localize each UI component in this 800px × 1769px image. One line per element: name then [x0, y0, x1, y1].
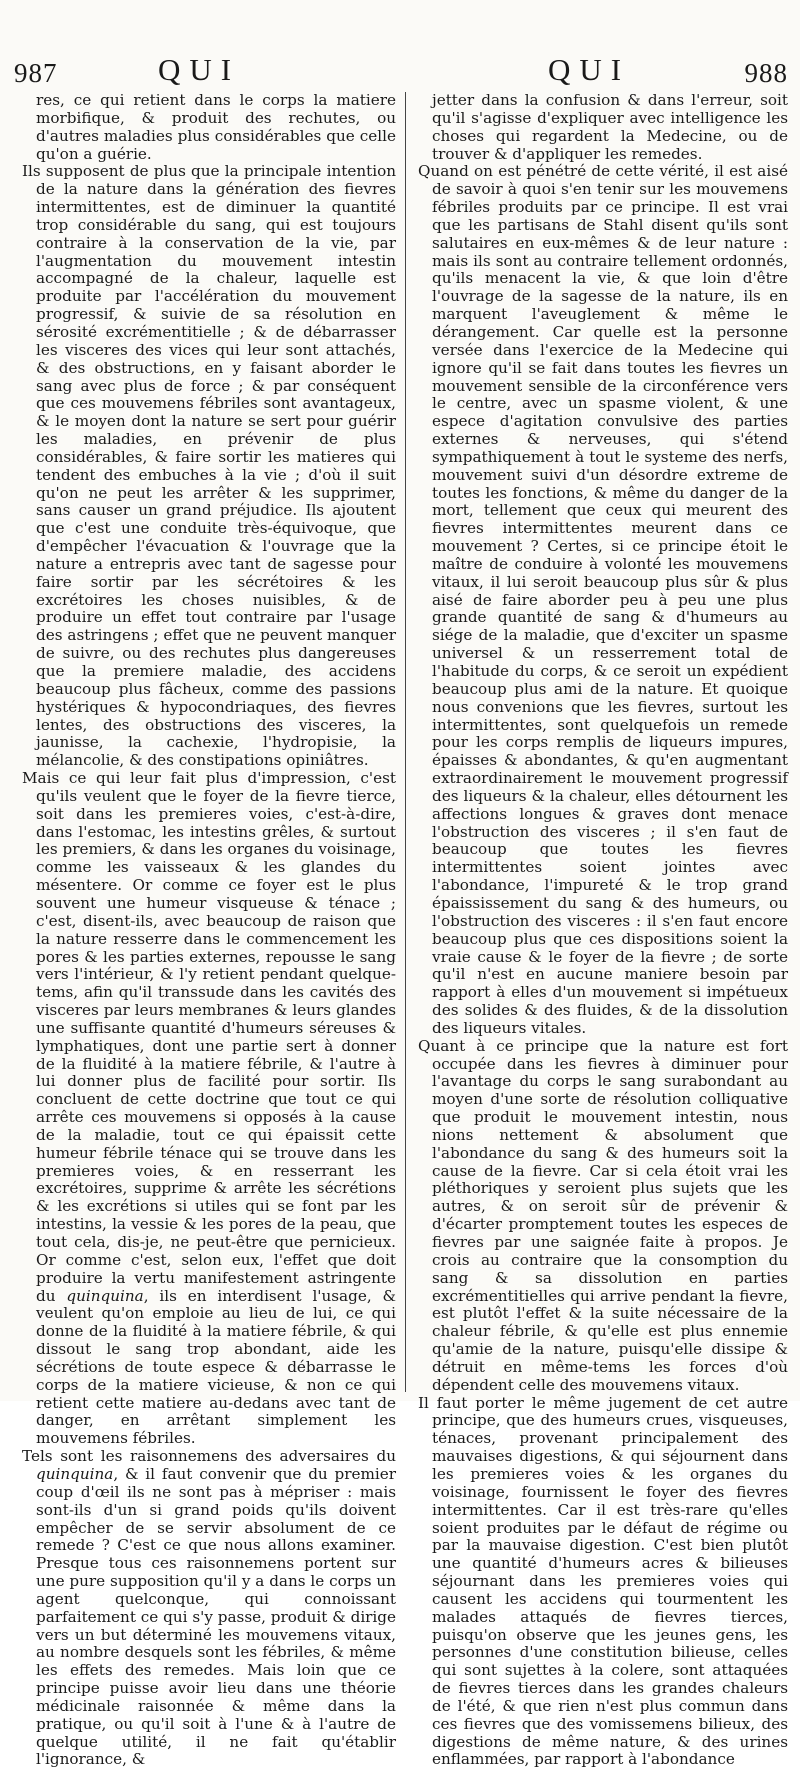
right-running-title: QUI — [548, 52, 631, 87]
right-paragraph-3: Quant à ce principe que la nature est fort occupée dans les fievres à diminuer pour l'avantage du corps le sang surabondant au moyen d'une sorte de résolution colliquative que produit le mouvement intestin, nous nions nettement & absolument que l'abondance du sang & des humeurs soit la cause de la fievre. Car si cela étoit vrai les pléthoriques y seroient plus sujets que les autres, & on seroit sûr de prévenir & d'écarter promptement toutes les especes de fievres par une saignée faite à propos. Je crois au contraire que la consomption du sang & sa dissolution en parties excrémentitielles qui arrive pendant la fievre, est plutôt l'effet & la suite nécessaire de la chaleur fébrile, & qu'elle est plus ennemie qu'amie de la nature, puisqu'elle dissipe & détruit en même-tems les forces d'où dépendent celle des mouvemens vitaux. — [418, 1036, 788, 1394]
right-paragraph-2: Quand on est pénétré de cette vérité, il est aisé de savoir à quoi s'en tenir sur les mouvemens fébriles produits par ce principe. Il est vrai que les partisans de Stahl disent qu'ils sont salutaires en eux-mêmes & de leur nature : mais ils sont au contraire tellement ordonnés, qu'ils menacent la vie, & que loin d'être l'ouvrage de la sagesse de la nature, ils en marquent l'aveuglement & même le dérangement. Car quelle est la personne versée dans l'exercice de la Medecine qui ignore qu'il se fait dans toutes les fievres un mouvement sensible de la circonférence vers le centre, avec un spasme violent, & une espece d'agitation convulsive des parties externes & nerveuses, qui s'étend sympathiquement à tout le systeme des nerfs, mouvement suivi d'un désordre extreme de toutes les fonctions, & même du danger de la mort, tellement que ceux qui meurent des fievres intermittentes meurent dans ce mouvement ? Certes, si ce principe étoit le maître de conduire à volonté les mouvemens vitaux, il lui seroit beaucoup plus sûr & plus aisé de faire aborder peu à peu une plus grande quantité de sang & d'humeurs au siége de la maladie, que d'exciter un spasme universel & un resserrement total de l'habitude du corps, & ce seroit un expédient beaucoup plus ami de la nature. Et quoique nous convenions que les fievres, surtout les intermittentes, sont quelquefois un remede pour les corps remplis de liqueurs impures, épaisses & abondantes, & qu'en augmentant extraordinairement le mouvement progressif des liqueurs & la chaleur, elles détournent les affections longues & graves dont menace l'obstruction des visceres ; il s'en faut de beaucoup que toutes les fievres intermittentes soient jointes avec l'abondance, l'impureté & le trop grand épaississement du sang & des humeurs, ou l'obstruction des visceres : il s'en faut encore beaucoup plus que ces dispositions soient la vraie cause & le foyer de la fievre ; de sorte qu'il n'est en aucune maniere besoin par rapport à elles d'un mouvement si impétueux des solides & des fluides, & de la dissolution des liqueurs vitales. — [418, 162, 788, 1037]
column-divider — [405, 92, 406, 1392]
left-column — [22, 91, 397, 1769]
left-paragraph-3 — [22, 770, 396, 1448]
left-paragraph-2: Ils supposent de plus que la principale intention de la nature dans la génération des fievres intermittentes, est de diminuer la quantité trop considérable du sang, qui est toujours contraire à la conservation de la vie, par l'augmentation du mouvement intestin accompagné de la chaleur, laquelle est produite par l'accélération du mouvement progressif, & suivie de sa résolution en sérosité excrémentitielle ; & de débarrasser les visceres des vices qui leur sont attachés, & des obstructions, en y faisant aborder le sang avec plus de force ; & par conséquent que ces mouvemens fébriles sont avantageux, & le moyen dont la nature se sert pour guérir les maladies, en prévenir de plus considérables, & faire sortir les matieres qui tendent des embuches à la vie ; d'où il suit qu'on ne peut les arrêter & les supprimer, sans causer un grand préjudice. Ils ajoutent que c'est une conduite très-équivoque, que d'empêcher l'évacuation & l'ouvrage que la nature a entrepris avec tant de sagesse pour faire sortir par les sécrétoires & les excrétoires les choses nuisibles, & de produire un effet tout contraire par l'usage des astringens ; effet que ne peuvent manquer de suivre, ou des rechutes plus dangereuses que la premiere maladie, des accidens beaucoup plus fâcheux, comme des passions hystériques & hypocondriaques, des fievres lentes, des obstructions des visceres, la jaunisse, la cachexie, l'hydropisie, la mélancolie, & des constipations opiniâtres. — [22, 162, 396, 770]
right-paragraph-4: Il faut porter le même jugement de cet autre principe, que des humeurs crues, visqueuses, ténaces, provenant principalement des mauvaises digestions, & qui séjournent dans les premieres voies & les organes du voisinage, fournissent le foyer des fievres intermittentes. Car il est très-rare qu'elles soient produites par le défaut de régime ou par la mauvaise digestion. C'est bien plutôt une quantité d'humeurs acres & bilieuses séjournant dans les premieres voies qui causent les accidens qui tourmentent les malades attaqués de fievres tierces, puisqu'on observe que les jeunes gens, les personnes d'une constitution bilieuse, celles qui sont sujettes à la colere, sont attaquées de fievres tierces dans les grandes chaleurs de l'été, & que rien n'est plus commun dans ces fievres que des vomissemens bilieux, des digestions de même nature, & des urines enflammées, par rapport à l'abondance — [418, 1393, 788, 1769]
left-paragraph-3-end: , ils en interdisent l'usage, & veulent qu'on emploie au lieu de lui, ce qui donne de la fluidité à la matiere fébrile, & qui dissout le sang trop abondant, aide les sécrétions de toute espece & débarrasse le corps de la matiere vicieuse, & non ce qui retient cette matiere au-dedans avec tant de danger, en arrêtant simplement les mouvemens fébriles. — [36, 1286, 397, 1448]
left-running-title: QUI — [158, 52, 241, 87]
right-page-number: 988 — [744, 58, 788, 88]
left-page-number: 987 — [14, 58, 58, 88]
left-paragraph-1: res, ce qui retient dans le corps la matiere morbifique, & produit des rechutes, ou d'autres maladies plus considérables que celle qu'on a guérie. — [36, 91, 396, 163]
left-paragraph-3-italic: quinquina — [66, 1286, 144, 1305]
left-paragraph-4 — [22, 1448, 396, 1769]
right-column — [418, 91, 788, 1769]
left-paragraph-4-text: Tels sont les raisonnemens des adversaires du — [22, 1447, 396, 1466]
left-paragraph-4-end: , & il faut convenir que du premier coup d'œil ils ne sont pas à mépriser : mais sont-ils d'un si grand poids qu'ils doivent empêcher de se servir absolument de ce remede ? C'est ce que nous allons examiner. Presque tous ces raisonnemens portent sur une pure supposition qu'il y a dans le corps un agent quelconque, qui connoissant parfaitement ce qui s'y passe, produit & dirige vers un but déterminé les mouvemens vitaux, au nombre desquels sont les fébriles, & même les effets des remedes. Mais loin que ce principe puisse avoir lieu dans une théorie médicinale raisonnée & même dans la pratique, ou qu'il soit à l'une & à l'autre de quelque utilité, il ne fait qu'établir l'ignorance, & — [36, 1464, 396, 1769]
left-paragraph-3-text: Mais ce qui leur fait plus d'impression, c'est qu'ils veulent que le foyer de la fievre tierce, soit dans les premieres voies, c'est-à-dire, dans l'estomac, les intestins grêles, & surtout les premiers, & dans les organes du voisinage, comme les vaisseaux & les glandes du mésentere. Or comme ce foyer est le plus souvent une humeur visqueuse & ténace ; c'est, disent-ils, avec beaucoup de raison que la nature resserre dans le commencement les pores & les parties externes, repousse le sang vers l'intérieur, & l'y retient pendant quelque-tems, afin qu'il transsude dans les cavités des visceres par leurs membranes & leurs glandes une suffisante quantité d'humeurs séreuses & lymphatiques, dont une partie sert à donner de la fluidité à la matiere fébrile, & l'autre à lui donner plus de facilité pour sortir. Ils concluent de cette doctrine que tout ce qui arrête ces mouvemens si opposés à la cause de la maladie, tout ce qui épaissit cette humeur fébrile ténace qui se trouve dans les premieres voies, & en resserrant les excrétoires, supprime & arrête les sécrétions & les excrétions si utiles qui se font par les intestins, la vessie & les pores de la peau, que tout cela, dis-je, ne peut-être que pernicieux. Or comme c'est, selon eux, l'effet que doit produire la vertu manifestement astringente du — [22, 769, 396, 1305]
left-paragraph-4-italic: quinquina — [36, 1464, 114, 1483]
right-paragraph-1: jetter dans la confusion & dans l'erreur, soit qu'il s'agisse d'expliquer avec intelligence les choses qui regardent la Medecine, ou de trouver & d'appliquer les remedes. — [432, 91, 788, 163]
